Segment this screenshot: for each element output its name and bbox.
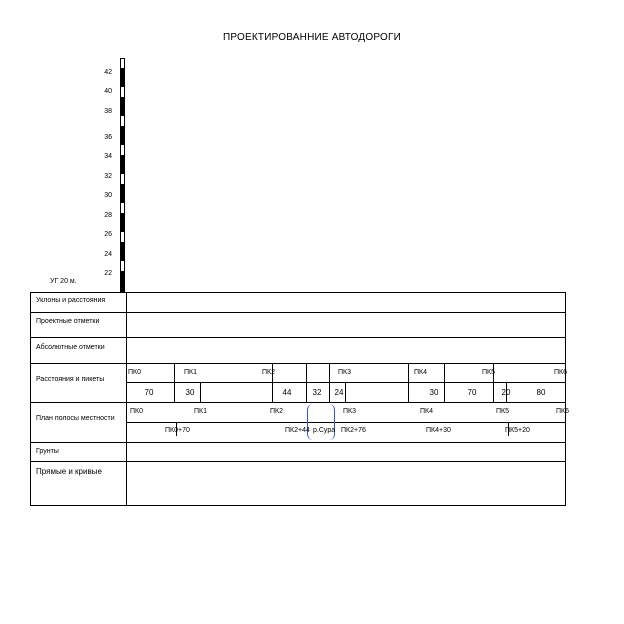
picket-label: ПК0: [128, 369, 142, 376]
picket-label: ПК6: [554, 369, 568, 376]
segment-length: 24: [334, 388, 344, 397]
river-label: р.Сура: [313, 427, 336, 434]
picket-label: ПК3: [338, 369, 352, 376]
segment-length: 32: [312, 388, 322, 397]
profile-table: [30, 292, 566, 506]
distance-divider: [200, 382, 201, 402]
plan-point-label: ПК4+30: [426, 427, 451, 434]
distance-divider: [444, 363, 445, 402]
row-label-distances: Расстояния и пикеты: [36, 376, 105, 383]
row-label-design-marks: Проектные отметки: [36, 318, 100, 325]
scale-tick-label: 32: [104, 173, 112, 180]
page-title: ПРОЕКТИРОВАННИЕ АВТОДОРОГИ: [223, 32, 401, 43]
segment-length: 70: [144, 388, 154, 397]
vertical-scale-label: УГ 20 м.: [50, 278, 77, 285]
scale-tick-label: 34: [104, 153, 112, 160]
row-label-plan: План полосы местности: [36, 415, 115, 422]
picket-label: ПК1: [184, 369, 198, 376]
row-separator: [30, 312, 566, 313]
scale-tick-label: 36: [104, 134, 112, 141]
plan-inner-line: [126, 422, 566, 423]
segment-length: 30: [185, 388, 195, 397]
row-label-soils: Грунты: [36, 448, 59, 455]
scale-tick-label: 38: [104, 108, 112, 115]
plan-point-label: ПК2+44: [285, 427, 310, 434]
elevation-scale-bar: [120, 58, 125, 292]
row-separator: [30, 363, 566, 364]
scale-tick-label: 28: [104, 212, 112, 219]
plan-point-label: ПК0+70: [165, 427, 190, 434]
plan-picket-label: ПК3: [343, 408, 357, 415]
segment-length: 44: [282, 388, 292, 397]
row-separator: [30, 337, 566, 338]
row-separator: [30, 402, 566, 403]
picket-label: ПК5: [482, 369, 496, 376]
picket-label: ПК4: [414, 369, 428, 376]
plan-picket-label: ПК0: [130, 408, 144, 415]
scale-tick-label: 40: [104, 88, 112, 95]
plan-picket-label: ПК5: [496, 408, 510, 415]
plan-picket-label: ПК2: [270, 408, 284, 415]
plan-picket-label: ПК6: [556, 408, 570, 415]
plan-point-label: ПК5+20: [505, 427, 530, 434]
row-label-lines: Прямые и кривые: [36, 467, 102, 476]
row-separator: [30, 461, 566, 462]
scale-tick-label: 24: [104, 251, 112, 258]
picket-label: ПК2: [262, 369, 276, 376]
scale-tick-label: 22: [104, 270, 112, 277]
segment-length: 30: [429, 388, 439, 397]
segment-length: 20: [501, 388, 511, 397]
segment-length: 80: [536, 388, 546, 397]
plan-picket-label: ПК4: [420, 408, 434, 415]
row-separator: [30, 442, 566, 443]
scale-tick-label: 30: [104, 192, 112, 199]
plan-point-label: ПК2+76: [341, 427, 366, 434]
row-label-slopes: Уклоны и расстояния: [36, 297, 106, 304]
segment-length: 70: [467, 388, 477, 397]
scale-tick-label: 42: [104, 69, 112, 76]
distance-divider: [408, 363, 409, 402]
label-column-divider: [126, 292, 127, 506]
row-label-absolute-marks: Абсолютные отметки: [36, 344, 105, 351]
scale-tick-label: 26: [104, 231, 112, 238]
distances-inner-line: [126, 382, 566, 383]
river-crossing: [307, 404, 335, 440]
distance-divider: [174, 363, 175, 402]
plan-picket-label: ПК1: [194, 408, 208, 415]
